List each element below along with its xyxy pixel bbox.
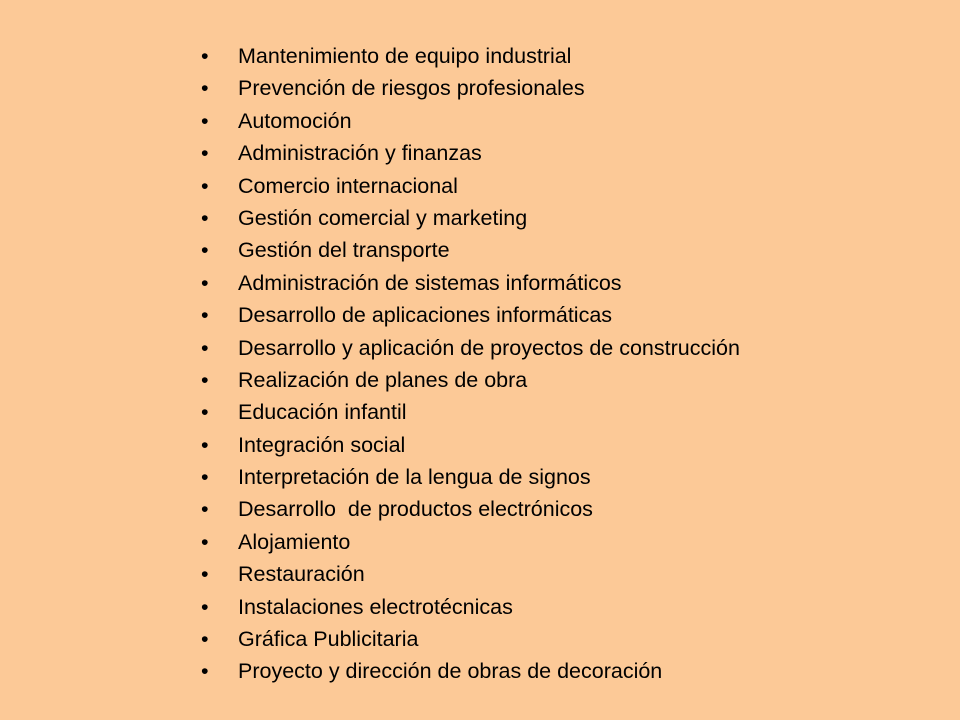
list-item-label: Administración de sistemas informáticos: [238, 270, 622, 295]
list-item-label: Gestión del transporte: [238, 238, 450, 263]
list-item: [198, 105, 740, 137]
list-item-label: Restauración: [238, 562, 365, 587]
list-item: [198, 364, 740, 396]
bullet-icon: •: [201, 465, 209, 490]
list-item-label: Desarrollo y aplicación de proyectos de construcción: [238, 335, 740, 360]
list-item: [198, 299, 740, 331]
list-item-label: Interpretación de la lengua de signos: [238, 465, 591, 490]
list-item: [198, 493, 740, 525]
bullet-icon: •: [201, 497, 209, 522]
list-item-label: Proyecto y dirección de obras de decoración: [238, 659, 663, 684]
list-item: [198, 202, 740, 234]
bullet-icon: •: [201, 173, 209, 198]
bullet-icon: •: [201, 270, 209, 295]
list-item: [198, 267, 740, 299]
list-item: [198, 332, 740, 364]
list-item: [198, 558, 740, 590]
list-item-label: Desarrollo de aplicaciones informáticas: [238, 303, 613, 328]
list-item: [198, 526, 740, 558]
list-item-label: Administración y finanzas: [238, 141, 482, 166]
list-item: [198, 40, 740, 72]
list-item-label: Realización de planes de obra: [238, 367, 528, 392]
list-item-label: Desarrollo de productos electrónicos: [238, 497, 593, 522]
bullet-icon: •: [201, 400, 209, 425]
bullet-icon: •: [201, 238, 209, 263]
bullet-icon: •: [201, 205, 209, 230]
bullet-icon: •: [201, 627, 209, 652]
bullet-icon: •: [201, 141, 209, 166]
bullet-icon: •: [201, 367, 209, 392]
bullet-icon: •: [201, 44, 209, 68]
list-item-label: Integración social: [238, 432, 406, 457]
list-item-label: Educación infantil: [238, 400, 407, 425]
bullet-icon: •: [201, 108, 209, 133]
list-item-label: Alojamiento: [238, 529, 351, 554]
list-item-label: Mantenimiento de equipo industrial: [238, 44, 572, 68]
list-item-label: Gestión comercial y marketing: [238, 205, 528, 230]
bullet-icon: •: [201, 562, 209, 587]
list-item-label: Gráfica Publicitaria: [238, 627, 419, 652]
list-item: [198, 655, 740, 687]
list-item: [198, 234, 740, 266]
list-item-label: Automoción: [238, 108, 352, 133]
list-item: [198, 429, 740, 461]
list-item: [198, 137, 740, 169]
list-item: [198, 170, 740, 202]
program-list: [198, 40, 740, 688]
list-item: [198, 72, 740, 104]
list-item-label: Comercio internacional: [238, 173, 458, 198]
list-item: [198, 623, 740, 655]
bullet-icon: •: [201, 529, 209, 554]
bullet-icon: •: [201, 335, 209, 360]
list-item: [198, 461, 740, 493]
list-item: [198, 591, 740, 623]
bullet-icon: •: [201, 432, 209, 457]
bullet-icon: •: [201, 303, 209, 328]
bullet-icon: •: [201, 659, 209, 684]
bullet-icon: •: [201, 76, 209, 101]
list-item-label: Prevención de riesgos profesionales: [238, 76, 585, 101]
list-item-label: Instalaciones electrotécnicas: [238, 594, 513, 619]
list-item: [198, 396, 740, 428]
bullet-icon: •: [201, 594, 209, 619]
